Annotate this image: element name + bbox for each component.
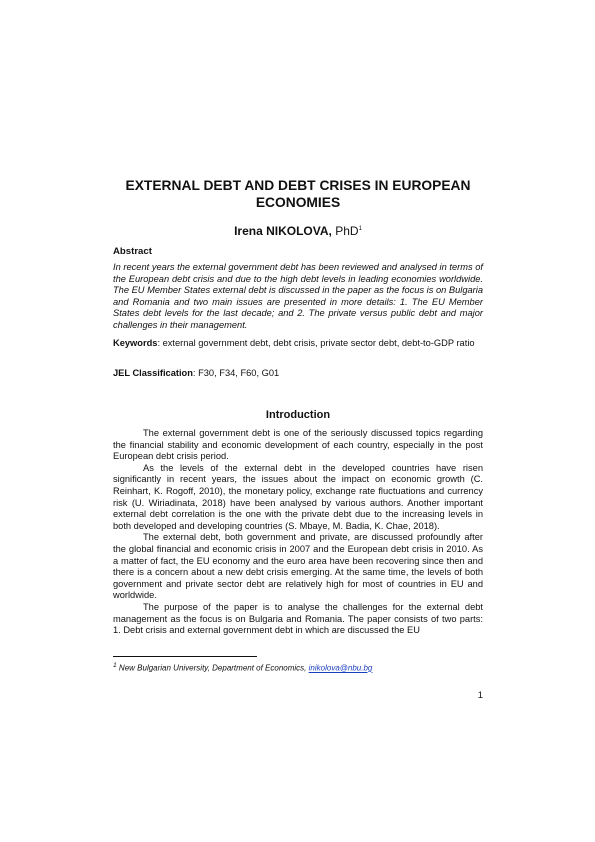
- author-degree: PhD: [331, 224, 359, 238]
- abstract-text: In recent years the external government debt has been reviewed and analysed in terms of the European debt crisis and due to the high debt levels in leading economies worldwide. The EU Member States external debt is discussed in the paper as the focus is on Bulgaria and Romania and two main issues are presented in more details: 1. The EU Member States debt levels for the last decade; and 2. The private versus public debt and major challenges in their management.: [113, 262, 484, 330]
- introduction-heading: Introduction: [265, 409, 331, 421]
- jel-text: : F30, F34, F60, G01: [192, 368, 280, 378]
- author-footnote-mark[interactable]: 1: [358, 226, 362, 232]
- intro-paragraph: The external debt, both government and private, are discussed profoundly after the global financial and economic crisis in 2007 and the European debt crisis in 2010. As a matter of fact, the EU economy and the euro area have been recovering since then and there is a concern about a new debt crisis emerging. At the same time, the levels of both government and private sector debt are relatively high for most of countries in EU and worldwide.: [113, 532, 483, 601]
- footnote-text: New Bulgarian University, Department of Economics,: [116, 663, 309, 673]
- abstract-heading: Abstract: [113, 246, 152, 257]
- page-number: 1: [477, 690, 483, 701]
- author-line: [113, 221, 483, 239]
- footnote: [113, 661, 483, 674]
- author-email-link[interactable]: inikolova@nbu.bg: [308, 663, 373, 673]
- keywords-text: : external government debt, debt crisis, private sector debt, debt-to-GDP ratio: [157, 338, 475, 348]
- author-name: Irena NIKOLOVA,: [234, 224, 332, 238]
- footnote-divider: [113, 656, 257, 657]
- jel-label: JEL Classification: [113, 368, 193, 378]
- jel-classification: [113, 368, 483, 380]
- intro-paragraph: As the levels of the external debt in the developed countries have risen significantly in recent years, the issues about the impact on economic growth (C. Reinhart, K. Rogoff, 2010), the monetary policy, exchange rate fluctuations and currency risk (U. Wiriadinata, 2018) have been analysed by various authors. Another important external debt correlation is the one with the private debt due to the increasing levels in both developed and developing countries (S. Mbaye, M. Badia, K. Chae, 2018).: [113, 462, 483, 531]
- intro-paragraph: The external government debt is one of the seriously discussed topics regarding the financial stability and economic development of each country, especially in the post European debt crisis period.: [113, 428, 483, 462]
- introduction-body: [113, 428, 483, 637]
- footnote-mark: 1: [113, 662, 117, 669]
- keywords: [113, 338, 483, 350]
- keywords-label: Keywords: [113, 338, 158, 348]
- paper-title: EXTERNAL DEBT AND DEBT CRISES IN EUROPEAN ECONOMIES: [125, 178, 471, 210]
- intro-paragraph: The purpose of the paper is to analyse the challenges for the external debt management as the focus is on Bulgaria and Romania. The paper consists of two parts: 1. Debt crisis and external government debt in which are discussed the EU: [113, 601, 483, 636]
